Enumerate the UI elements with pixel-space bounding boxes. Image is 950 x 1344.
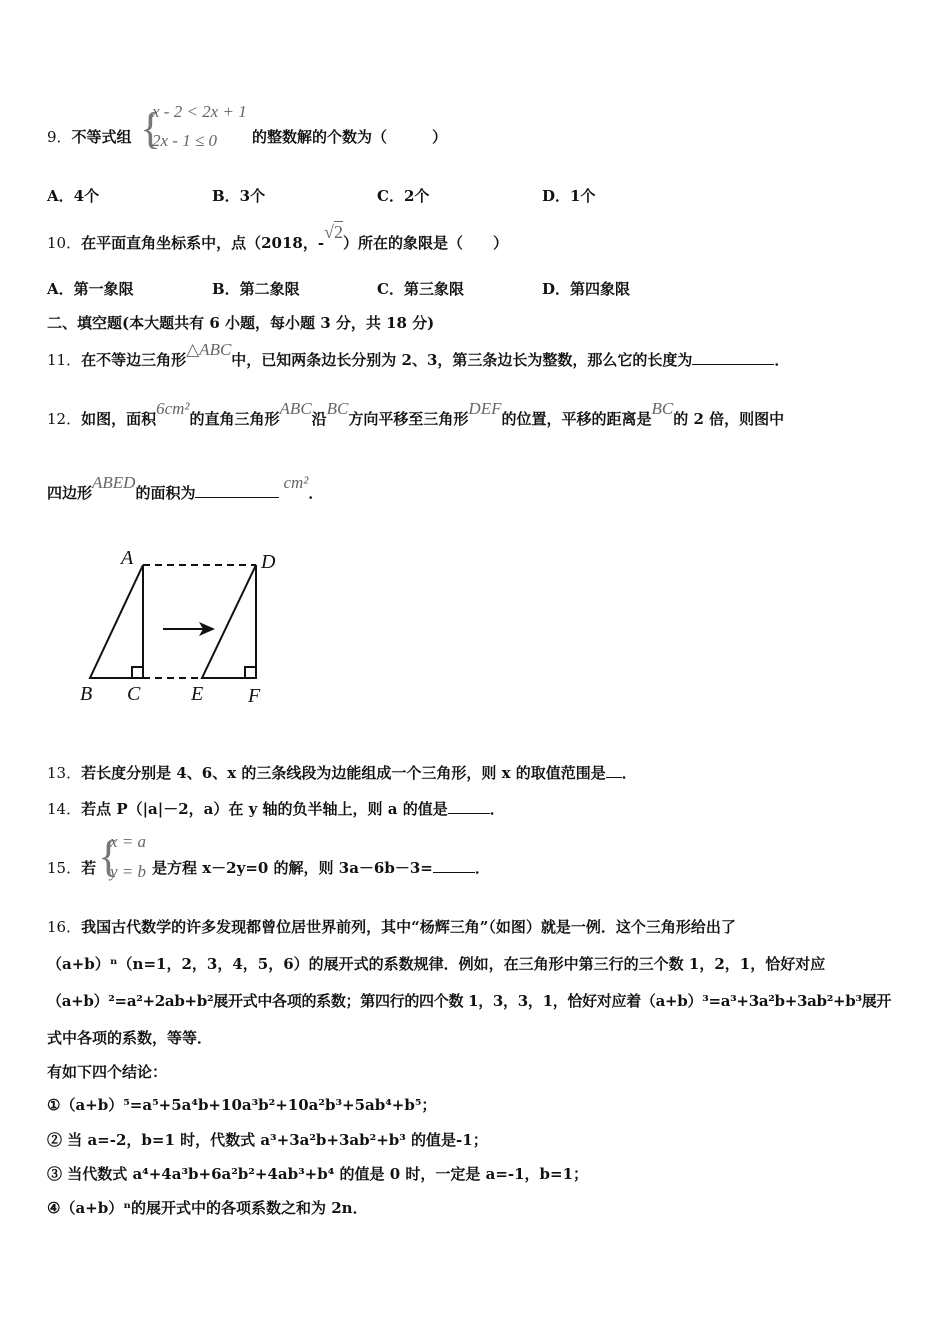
- q14-line: 14．若点 P（|a|－2，a）在 y 轴的负半轴上，则 a 的值是 ．: [47, 800, 505, 818]
- q10-option-a: A．第一象限: [47, 280, 134, 298]
- q12-answer-blank[interactable]: [195, 483, 279, 498]
- right-angle-c: [132, 667, 143, 678]
- q16-line2: （a+b）ⁿ（n=1，2，3，4，5，6）的展开式的系数规律．例如，在三角形中第三行的三个数 1，2，1，恰好对应: [47, 955, 826, 973]
- section-heading: 二、填空题(本大题共有 6 小题，每小题 3 分，共 18 分): [47, 314, 435, 332]
- q9-brace: {: [140, 104, 162, 153]
- q13-answer-blank[interactable]: [606, 763, 622, 778]
- q9-option-d: D．1个: [542, 187, 596, 205]
- q11-prefix: 在不等边三角形: [81, 351, 187, 369]
- label-a: A: [121, 547, 134, 569]
- triangle-def: [202, 565, 256, 678]
- q14-answer-blank[interactable]: [448, 799, 490, 814]
- q16-line4: 式中各项的系数，等等．: [47, 1029, 213, 1047]
- triangle-abc-math: △ABC: [186, 340, 232, 359]
- q10-option-b: B．第二象限: [212, 280, 300, 298]
- q15-answer-blank[interactable]: [433, 858, 475, 873]
- q10-prefix: 在平面直角坐标系中，点（2018，-: [81, 234, 325, 252]
- q10-suffix: ）所在的象限是（ ）: [342, 234, 508, 252]
- q15-suffix-line: 是方程 x－2y=0 的解，则 3a－6b－3= ．: [152, 859, 490, 877]
- conclusion-1: ①（a+b）⁵=a⁵+5a⁴b+10a³b²+10a²b³+5ab⁴+b⁵；: [47, 1096, 437, 1114]
- q10-option-d: D．第四象限: [542, 280, 631, 298]
- q9-option-c: C．2个: [377, 187, 430, 205]
- conclusion-4: ④（a+b）ⁿ的展开式中的各项系数之和为 2n．: [47, 1199, 368, 1217]
- right-angle-f: [245, 667, 256, 678]
- q12-line1: 12．如图，面积6cm²的直角三角形ABC沿BC方向平移至三角形DEF的位置，平移的距离是BC的 2 倍，则图中: [47, 399, 785, 428]
- q9-option-b: B．3个: [212, 187, 266, 205]
- conclusion-2: ② 当 a=-2，b=1 时，代数式 a³+3a²b+3ab²+b³ 的值是-1；: [47, 1131, 488, 1149]
- q16-line5: 有如下四个结论：: [47, 1063, 168, 1081]
- q15-brace: {: [98, 832, 120, 881]
- q15-system-row1: x = a: [110, 832, 147, 851]
- q9-option-a: A．4个: [47, 187, 100, 205]
- q15-line: 15．若: [47, 859, 97, 877]
- translation-figure: [75, 540, 295, 715]
- q11-line: 11．在不等边三角形△ABC中，已知两条边长分别为 2、3，第三条边长为整数，那么它的长度为 ．: [47, 340, 790, 369]
- q12-number: 12．: [47, 410, 82, 428]
- q15-system-row2: y = b: [110, 862, 147, 881]
- q9-number: 9．: [47, 128, 72, 146]
- triangle-abc: [90, 565, 143, 678]
- area-math: 6cm²: [156, 399, 190, 418]
- q16-line3: （a+b）²=a²+2ab+b²展开式中各项的系数；第四行的四个数 1，3，3，1，恰好对应着（a+b）³=a³+3a²b+3ab²+b³展开: [47, 992, 892, 1010]
- q11-answer-blank[interactable]: [692, 350, 774, 365]
- label-c: C: [127, 683, 141, 705]
- q10-number: 10．: [47, 234, 82, 252]
- q9-line: [47, 127, 132, 147]
- q9-suffix: 的整数解的个数为（ ）: [252, 128, 448, 146]
- q9-system-row1: x - 2 < 2x + 1: [152, 102, 247, 121]
- q12-line2: 四边形ABED的面积为cm²．: [47, 473, 324, 502]
- q9-prefix: 不等式组: [71, 128, 132, 146]
- q10-option-c: C．第三象限: [377, 280, 464, 298]
- conclusion-3: ③ 当代数式 a⁴+4a³b+6a²b²+4ab³+b⁴ 的值是 0 时，一定是 a=-1，b=1；: [47, 1165, 589, 1183]
- label-e: E: [191, 683, 204, 705]
- label-f: F: [248, 685, 261, 707]
- label-b: B: [80, 683, 93, 705]
- q16-line1: 16．我国古代数学的许多发现都曾位居世界前列，其中“杨辉三角”（如图）就是一例．这个三角形给出了: [47, 918, 736, 936]
- sqrt-2: √2: [324, 222, 343, 242]
- q10-line: [47, 222, 508, 253]
- q13-line: 13．若长度分别是 4、6、x 的三条线段为边能组成一个三角形，则 x 的取值范围是 ．: [47, 764, 637, 782]
- q11-suffix: 中，已知两条边长分别为 2、3，第三条边长为整数，那么它的长度为: [231, 351, 693, 369]
- q11-number: 11．: [47, 351, 82, 369]
- q9-system-row2: 2x - 1 ≤ 0: [152, 131, 218, 150]
- label-d: D: [261, 551, 276, 573]
